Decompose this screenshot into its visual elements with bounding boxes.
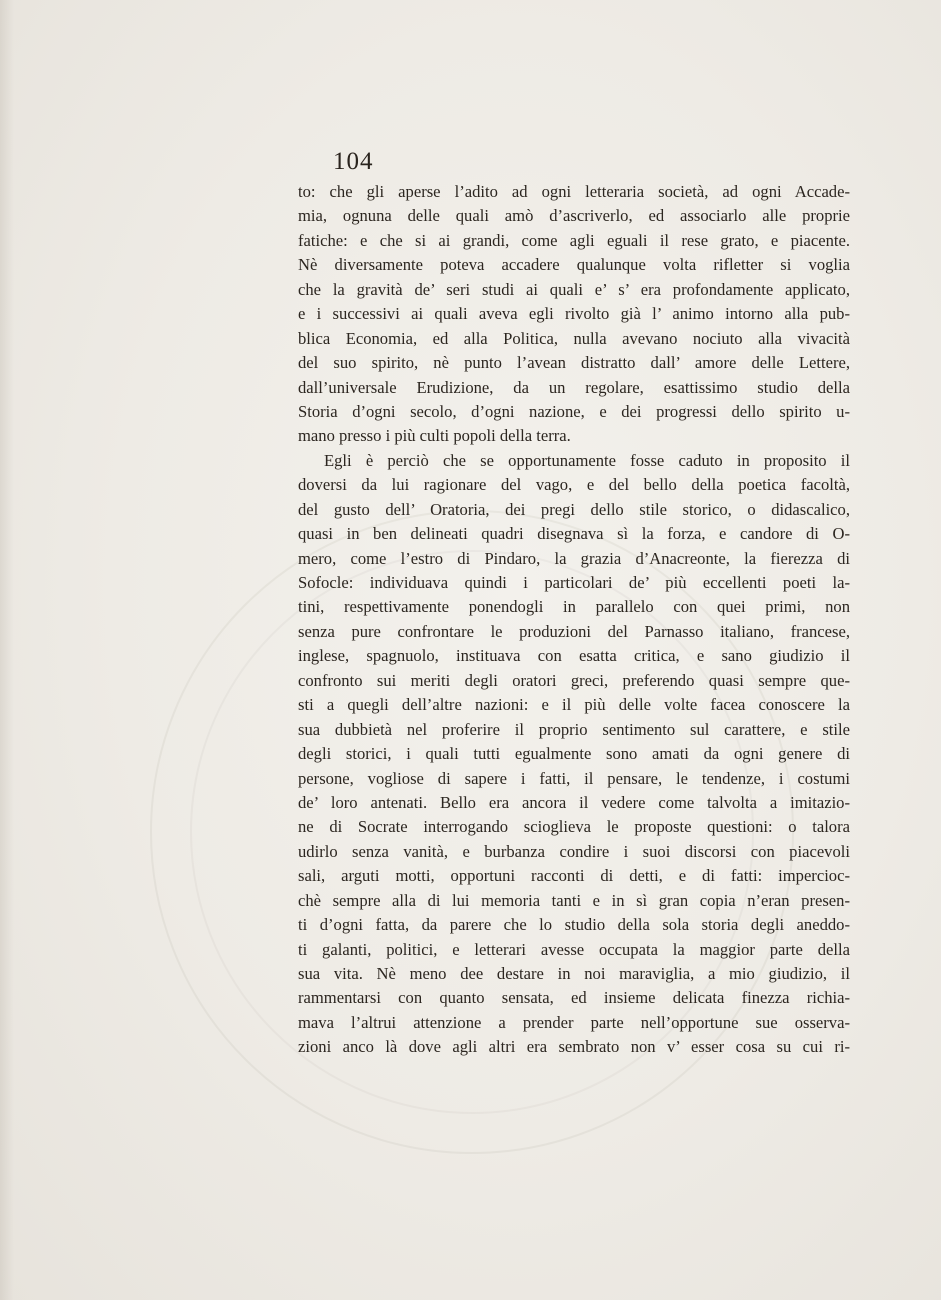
- text-line: de’ loro antenati. Bello era ancora il vedere come talvolta a imitazio-: [298, 792, 850, 812]
- text-line: doversi da lui ragionare del vago, e del bello della poetica facoltà,: [298, 475, 850, 495]
- text-line: quasi in ben delineati quadri disegnava sì la forza, e candore di O-: [298, 524, 850, 544]
- text-line: Egli è perciò che se opportunamente fosse caduto in proposito il: [324, 450, 850, 470]
- text-line: sua vita. Nè meno dee destare in noi maraviglia, a mio giudizio, il: [298, 964, 850, 983]
- text-line: sali, arguti motti, opportuni racconti di detti, e di fatti: impercioc-: [298, 866, 850, 886]
- text-line: to: che gli aperse l’adito ad ogni letteraria società, ad ogni Accade-: [298, 182, 850, 201]
- text-line: fatiche: e che si ai grandi, come agli eguali il rese grato, e piacente.: [298, 230, 850, 250]
- text-line: zioni anco là dove agli altri era sembrato non v’ esser cosa su cui ri-: [298, 1037, 850, 1057]
- text-line: chè sempre alla di lui memoria tanti e in sì gran copia n’eran presen-: [298, 890, 850, 910]
- text-line: mava l’altrui attenzione a prender parte nell’opportune sue osserva-: [298, 1012, 850, 1032]
- text-line: ti galanti, politici, e letterari avesse occupata la maggior parte della: [298, 939, 850, 959]
- text-line: confronto sui meriti degli oratori greci, preferendo quasi sempre que-: [298, 670, 850, 690]
- text-line: che la gravità de’ seri studi ai quali e’ s’ era profondamente applicato,: [298, 279, 850, 299]
- text-line: inglese, spagnuolo, instituava con esatta critica, e sano giudizio il: [298, 646, 850, 666]
- text-line: rammentarsi con quanto sensata, ed insieme delicata finezza richia-: [298, 988, 850, 1008]
- text-line: ti d’ogni fatta, da parere che lo studio della sola storia degli aneddo-: [298, 915, 850, 935]
- paragraph-1: [298, 180, 850, 449]
- text-line: sti a quegli dell’altre nazioni: e il più delle volte facea conoscere la: [298, 695, 850, 715]
- text-line: persone, vogliose di sapere i fatti, il pensare, le tendenze, i costumi: [298, 768, 850, 788]
- text-line: del suo spirito, nè punto l’avean distratto dall’ amore delle Lettere,: [298, 353, 850, 373]
- text-line: mero, come l’estro di Pindaro, la grazia d’Anacreonte, la fierezza di: [298, 548, 850, 568]
- text-line: del gusto dell’ Oratoria, dei pregi dello stile storico, o didascalico,: [298, 499, 850, 519]
- text-line: tini, respettivamente ponendogli in parallelo con quei primi, non: [298, 597, 850, 617]
- text-line: Storia d’ogni secolo, d’ogni nazione, e dei progressi dello spirito u-: [298, 401, 850, 421]
- text-line: Sofocle: individuava quindi i particolari de’ più eccellenti poeti la-: [298, 573, 850, 592]
- body-text: [298, 180, 850, 1060]
- text-line: dall’universale Erudizione, da un regolare, esattissimo studio della: [298, 377, 850, 397]
- text-line: sua dubbietà nel proferire il proprio sentimento sul carattere, e stile: [298, 719, 850, 739]
- text-line: mano presso i più culti popoli della terra.: [298, 426, 571, 446]
- text-line: senza pure confrontare le produzioni del Parnasso italiano, francese,: [298, 621, 850, 641]
- text-line: udirlo senza vanità, e burbanza condire i suoi discorsi con piacevoli: [298, 841, 850, 861]
- paragraph-2: [298, 449, 850, 1060]
- text-line: ne di Socrate interrogando scioglieva le proposte questioni: o talora: [298, 817, 850, 837]
- text-line: e i successivi ai quali aveva egli rivolto già l’ animo intorno alla pub-: [298, 304, 850, 324]
- text-line: blica Economia, ed alla Politica, nulla avevano nociuto alla vivacità: [298, 328, 850, 348]
- text-line: Nè diversamente poteva accadere qualunque volta rifletter si voglia: [298, 255, 850, 275]
- page-edge-shadow: [0, 0, 14, 1300]
- page-number: 104: [333, 148, 374, 175]
- text-line: degli storici, i quali tutti egualmente sono amati da ogni genere di: [298, 744, 850, 764]
- text-line: mia, ognuna delle quali amò d’ascriverlo, ed associarlo alle proprie: [298, 206, 850, 226]
